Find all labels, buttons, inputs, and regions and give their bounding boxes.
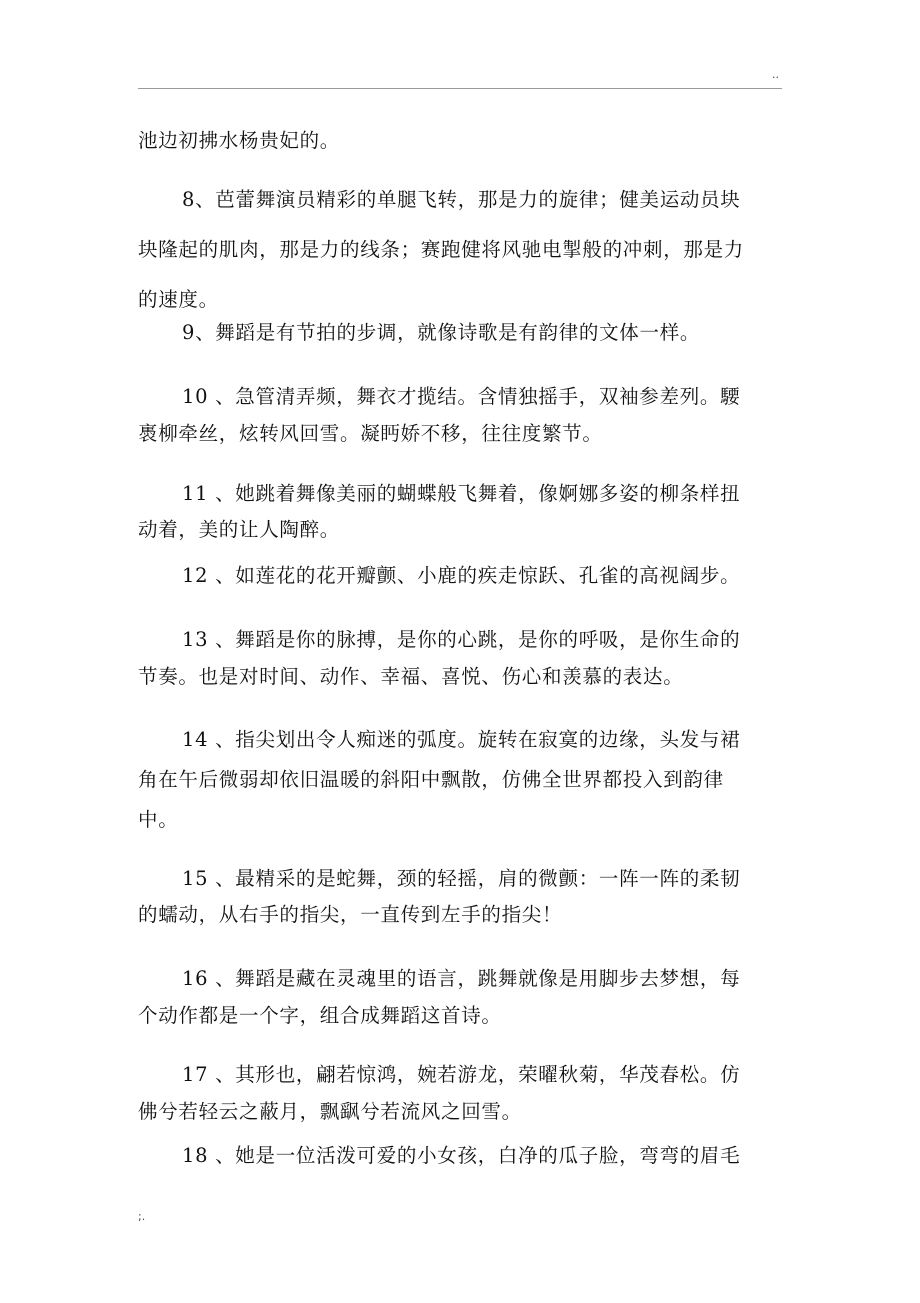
header-mark: .. <box>772 68 779 81</box>
text-line: 14 、指尖划出令人痴迷的弧度。旋转在寂寞的边缘，头发与裙 <box>182 728 741 751</box>
text-line: 15 、最精采的是蛇舞，颈的轻摇，肩的微颤：一阵一阵的柔韧 <box>182 867 741 890</box>
text-line: 9、舞蹈是有节拍的步调，就像诗歌是有韵律的文体一样。 <box>182 321 701 344</box>
text-line: 12 、如莲花的花开瓣颤、小鹿的疾走惊跃、孔雀的高视阔步。 <box>182 564 741 587</box>
text-line: 块隆起的肌肉，那是力的线条；赛跑健将风驰电掣般的冲刺，那是力 <box>138 238 745 261</box>
paragraph-item-15 <box>138 861 746 933</box>
text-line: 的速度。 <box>138 288 219 311</box>
paragraph-item-9 <box>138 320 746 346</box>
text-line: 褭柳牵丝，炫转风回雪。凝眄娇不移，往往度繁节。 <box>138 422 603 445</box>
paragraph-item-13 <box>138 621 746 695</box>
paragraph-item-17 <box>138 1056 746 1130</box>
text-line: 中。 <box>138 808 179 831</box>
text-line: 13 、舞蹈是你的脉搏，是你的心跳，是你的呼吸，是你生命的 <box>182 628 741 651</box>
text-line: 16 、舞蹈是藏在灵魂里的语言，跳舞就像是用脚步去梦想，每 <box>182 967 741 990</box>
paragraph-item-12 <box>138 563 746 589</box>
paragraph-item-8 <box>138 175 746 225</box>
paragraph <box>138 128 746 154</box>
text-line: 角在午后微弱却依旧温暖的斜阳中飘散，仿佛全世界都投入到韵律 <box>138 768 724 791</box>
text-line: 11 、她跳着舞像美丽的蝴蝶般飞舞着，像婀娜多姿的柳条样扭 <box>182 482 741 505</box>
text-line: 的蠕动，从右手的指尖，一直传到左手的指尖！ <box>138 903 563 926</box>
text-line: 个动作都是一个字，组合成舞蹈这首诗。 <box>138 1004 502 1027</box>
text-line: 佛兮若轻云之蔽月，飘飖兮若流风之回雪。 <box>138 1100 522 1123</box>
text-line: 17 、其形也，翩若惊鸿，婉若游龙，荣曜秋菊，华茂春松。仿 <box>182 1063 741 1086</box>
text-line: 18 、她是一位活泼可爱的小女孩，白净的瓜子脸，弯弯的眉毛 <box>182 1144 741 1167</box>
paragraph-item-10 <box>138 378 746 452</box>
footer-mark: ;. <box>138 1210 146 1223</box>
text-line: 池边初拂水杨贵妃的。 <box>138 129 341 152</box>
paragraph-item-8-cont <box>138 225 746 325</box>
text-line: 8、芭蕾舞演员精彩的单腿飞转，那是力的旋律；健美运动员块 <box>182 188 741 211</box>
paragraph-item-18 <box>138 1143 746 1169</box>
paragraph-item-16 <box>138 960 746 1034</box>
header-rule <box>138 88 782 89</box>
text-line: 动着，美的让人陶醉。 <box>138 518 341 541</box>
paragraph-item-14 <box>138 720 746 840</box>
text-line: 节奏。也是对时间、动作、幸福、喜悦、伤心和羡慕的表达。 <box>138 665 684 688</box>
text-line: 10 、急管清弄频，舞衣才揽结。含情独摇手，双袖参差列。騕 <box>182 385 741 408</box>
paragraph-item-11 <box>138 476 746 548</box>
